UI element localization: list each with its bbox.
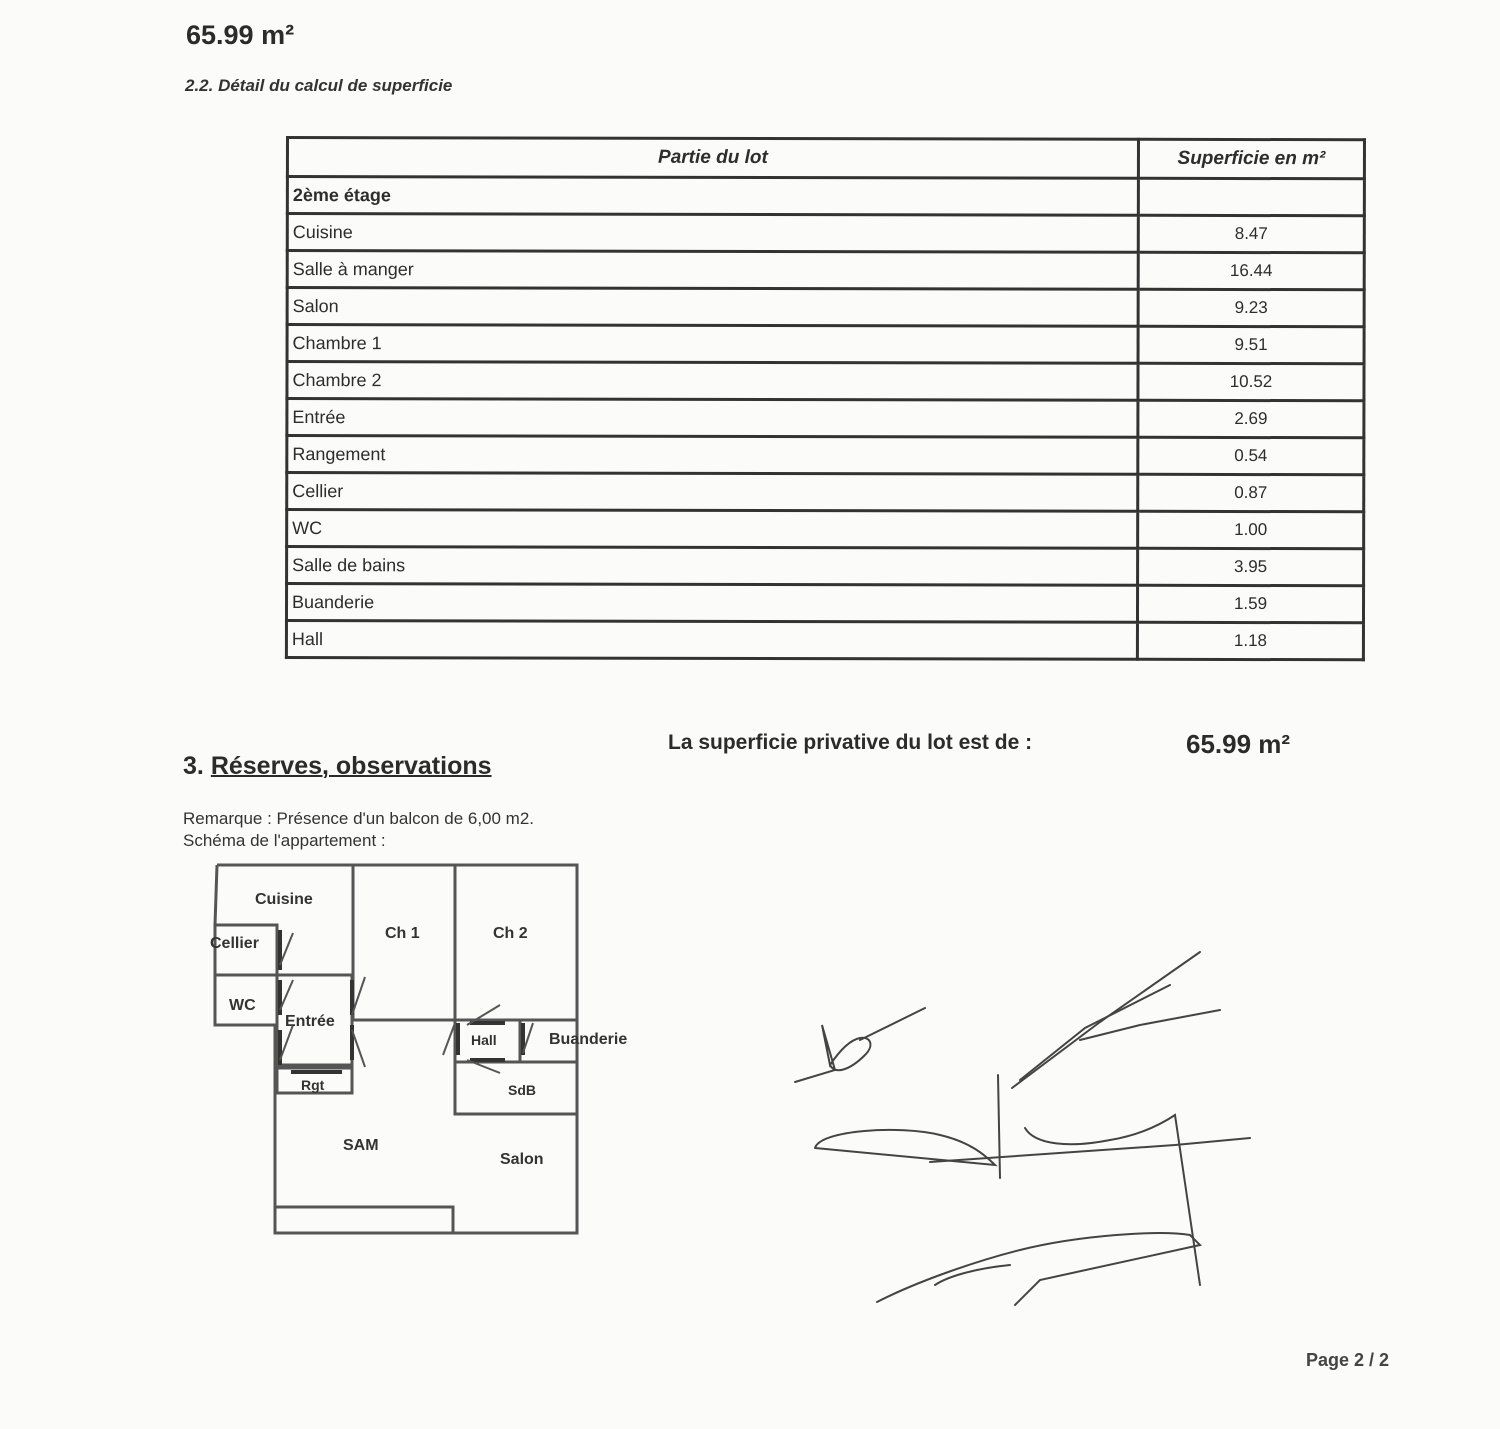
plan-label-salon: Salon <box>500 1151 544 1168</box>
floor-label: 2ème étage <box>287 177 1138 216</box>
part-cell: Cellier <box>287 473 1138 512</box>
plan-label-ch2: Ch 2 <box>493 925 528 942</box>
schema-label: Schéma de l'appartement : <box>183 831 386 850</box>
area-cell: 1.59 <box>1137 585 1363 622</box>
part-cell: Salle à manger <box>287 251 1138 290</box>
table-row-floor <box>287 177 1364 216</box>
area-cell: 8.47 <box>1138 215 1364 252</box>
remark-text: Remarque : Présence d'un balcon de 6,00 m2. <box>183 809 535 828</box>
area-cell: 10.52 <box>1138 363 1364 400</box>
floor-value <box>1138 178 1364 215</box>
area-cell: 16.44 <box>1138 252 1364 289</box>
table-row <box>287 510 1364 549</box>
table-row <box>286 584 1363 623</box>
plan-label-buanderie: Buanderie <box>549 1031 628 1048</box>
area-cell: 9.23 <box>1138 289 1364 326</box>
part-cell: Salle de bains <box>287 547 1138 586</box>
column-header-part: Partie du lot <box>287 138 1138 179</box>
part-cell: Hall <box>286 621 1137 660</box>
area-cell: 9.51 <box>1138 326 1364 363</box>
area-cell: 0.54 <box>1138 437 1364 474</box>
plan-label-cuisine: Cuisine <box>255 891 313 908</box>
table-row <box>287 325 1364 364</box>
part-cell: Chambre 1 <box>287 325 1138 364</box>
plan-label-sdb: SdB <box>508 1082 536 1098</box>
area-cell: 0.87 <box>1138 474 1364 511</box>
plan-label-wc: WC <box>229 997 256 1014</box>
plan-label-cellier: Cellier <box>210 935 259 952</box>
part-cell: Salon <box>287 288 1138 327</box>
table-row <box>286 621 1363 660</box>
section-heading: Réserves, observations <box>210 752 492 780</box>
summary-label: La superficie privative du lot est de : <box>668 731 1033 754</box>
part-cell: WC <box>287 510 1138 549</box>
signature-left <box>795 1025 870 1082</box>
table-row <box>287 473 1364 512</box>
plan-label-entree: Entrée <box>285 1013 335 1030</box>
area-cell: 2.69 <box>1138 400 1364 437</box>
part-cell: Buanderie <box>286 584 1137 623</box>
plan-label-ch1: Ch 1 <box>385 925 420 942</box>
area-cell: 1.18 <box>1137 622 1363 659</box>
part-cell: Chambre 2 <box>287 362 1138 401</box>
plan-label-sam: SAM <box>343 1137 379 1154</box>
part-cell: Rangement <box>287 436 1138 475</box>
area-cell: 1.00 <box>1138 511 1364 548</box>
table-row <box>287 547 1364 586</box>
section-title-observations <box>183 752 492 781</box>
page-number: Page 2 / 2 <box>1306 1350 1390 1370</box>
area-cell: 3.95 <box>1138 548 1364 585</box>
floor-plan <box>205 855 655 1255</box>
plan-label-rgt: Rgt <box>301 1077 325 1093</box>
plan-label-hall: Hall <box>471 1032 497 1048</box>
floor-plan-drawing <box>205 855 655 1255</box>
table-row <box>287 251 1364 290</box>
total-area-heading: 65.99 m² <box>186 20 295 50</box>
part-cell: Entrée <box>287 399 1138 438</box>
table-header-row <box>287 138 1364 179</box>
section-number: 3. <box>183 752 204 780</box>
section-title-area-detail: 2.2. Détail du calcul de superficie <box>185 76 453 95</box>
table-row <box>287 362 1364 401</box>
area-table <box>285 136 1366 661</box>
table-row <box>287 436 1364 475</box>
remarks-block <box>183 808 534 852</box>
column-header-area: Superficie en m² <box>1138 139 1364 178</box>
signature-scribbles <box>780 930 1280 1330</box>
table-row <box>287 288 1364 327</box>
part-cell: Cuisine <box>287 214 1138 253</box>
signatures <box>780 930 1280 1330</box>
summary-value: 65.99 m² <box>1186 729 1291 759</box>
table-row <box>287 399 1364 438</box>
table-row <box>287 214 1364 253</box>
